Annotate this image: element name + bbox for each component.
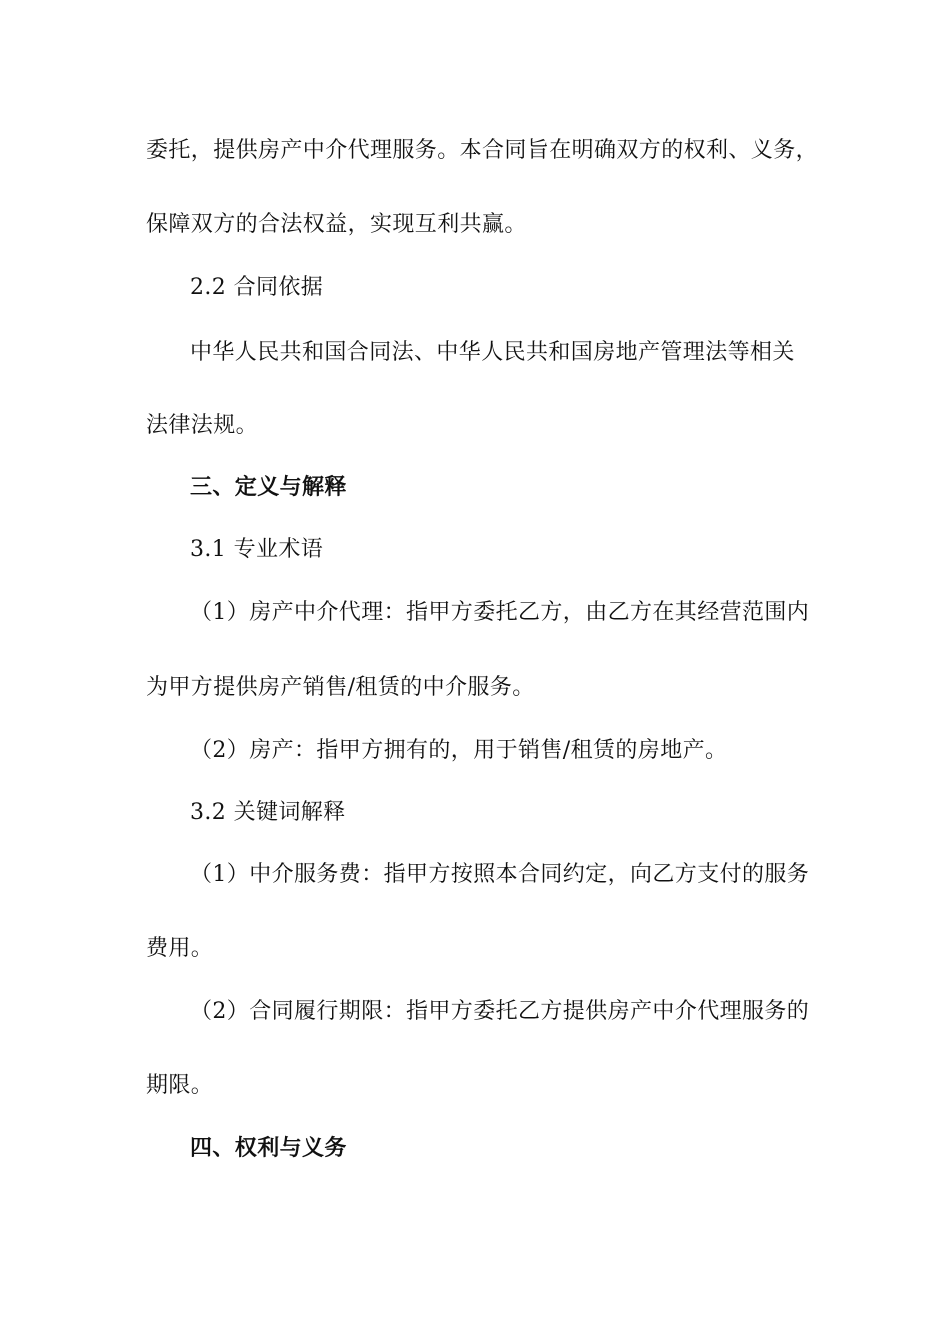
paragraph-line: 法律法规。 [146, 413, 259, 438]
paragraph-line: 期限。 [146, 1073, 214, 1098]
section-heading: 四、权利与义务 [190, 1136, 347, 1161]
paragraph-line: （2）合同履行期限：指甲方委托乙方提供房产中介代理服务的 [190, 999, 810, 1024]
subsection-heading: 2.2 合同依据 [190, 275, 324, 300]
paragraph-line: 保障双方的合法权益，实现互利共赢。 [146, 212, 527, 237]
paragraph-line: 中华人民共和国合同法、中华人民共和国房地产管理法等相关 [190, 340, 795, 365]
paragraph-line: （1）房产中介代理：指甲方委托乙方，由乙方在其经营范围内 [190, 600, 810, 625]
paragraph-line: 为甲方提供房产销售/租赁的中介服务。 [146, 675, 535, 700]
section-heading: 三、定义与解释 [190, 475, 347, 500]
paragraph-line: （2）房产：指甲方拥有的，用于销售/租赁的房地产。 [190, 738, 728, 763]
subsection-heading: 3.2 关键词解释 [190, 800, 346, 825]
paragraph-line: 委托，提供房产中介代理服务。本合同旨在明确双方的权利、义务， [146, 138, 819, 163]
subsection-heading: 3.1 专业术语 [190, 537, 324, 562]
paragraph-line: 费用。 [146, 936, 214, 961]
paragraph-line: （1）中介服务费：指甲方按照本合同约定，向乙方支付的服务 [190, 862, 810, 887]
